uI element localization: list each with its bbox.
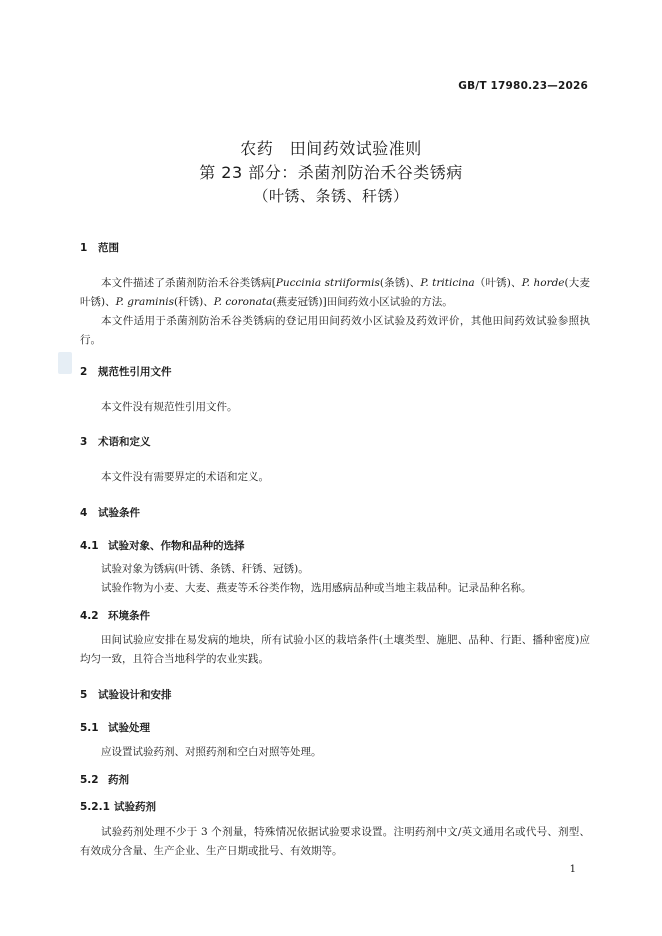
scientific-name: P. coronata — [213, 296, 273, 308]
section-4-2-paragraph: 田间试验应安排在易发病的地块，所有试验小区的栽培条件(土壤类型、施肥、品种、行距、播种密度)应均匀一致，且符合当地科学的农业实践。 — [80, 634, 590, 665]
document-title-line-1: 农药 田间药效试验准则 — [240, 139, 422, 158]
section-title: 试验处理 — [108, 722, 150, 734]
text-run: (大麦叶锈)、 — [80, 277, 590, 308]
section-5-2-1-heading — [80, 799, 156, 814]
section-number: 5 — [80, 689, 88, 701]
text-run: (燕麦冠锈)]田间药效小区试验的方法。 — [272, 296, 453, 308]
text-run: 本文件描述了杀菌剂防治禾谷类锈病[ — [101, 277, 276, 289]
section-2-heading — [80, 364, 172, 379]
page-number: 1 — [569, 864, 576, 875]
section-number: 2 — [80, 366, 88, 378]
section-title: 药剂 — [108, 774, 129, 786]
text-run: (秆锈)、 — [174, 296, 214, 308]
section-title: 范围 — [98, 242, 119, 254]
section-title: 术语和定义 — [98, 436, 151, 448]
section-3-heading — [80, 434, 151, 449]
side-margin-mark — [58, 352, 72, 374]
section-title: 试验设计和安排 — [98, 689, 172, 701]
section-title: 试验条件 — [98, 507, 140, 519]
scientific-name: P. triticina — [420, 277, 475, 289]
section-title: 试验对象、作物和品种的选择 — [108, 540, 245, 552]
scientific-name: P. graminis — [115, 296, 175, 308]
document-title-line-3: （叶锈、条锈、秆锈） — [253, 187, 409, 205]
section-number: 1 — [80, 242, 88, 254]
standard-code: GB/T 17980.23—2026 — [458, 80, 588, 92]
section-3-paragraph: 本文件没有需要界定的术语和定义。 — [101, 471, 269, 483]
document-title-line-2: 第 23 部分：杀菌剂防治禾谷类锈病 — [199, 163, 463, 182]
section-5-2-1-paragraph: 试验药剂处理不少于 3 个剂量，特殊情况依据试验要求设置。注明药剂中文/英文通用名或代号、剂型、有效成分含量、生产企业、生产日期或批号、有效期等。 — [80, 826, 590, 857]
section-number: 5.1 — [80, 722, 99, 734]
scientific-name: Puccinia striiformis — [275, 277, 380, 289]
section-number: 3 — [80, 436, 88, 448]
section-4-2-heading — [80, 608, 150, 623]
section-2-paragraph: 本文件没有规范性引用文件。 — [101, 401, 238, 413]
section-4-1-paragraph-2: 试验作物为小麦、大麦、燕麦等禾谷类作物，选用感病品种或当地主栽品种。记录品种名称。 — [101, 582, 532, 594]
section-number: 4.2 — [80, 610, 99, 622]
section-5-2-heading — [80, 772, 129, 787]
text-run: （叶锈)、 — [474, 277, 522, 289]
section-4-heading — [80, 505, 140, 520]
section-5-1-paragraph: 应设置试验药剂、对照药剂和空白对照等处理。 — [101, 746, 322, 758]
section-4-1-heading — [80, 538, 245, 553]
section-number: 5.2.1 — [80, 801, 110, 813]
section-5-heading — [80, 687, 172, 702]
scientific-name: P. horde — [521, 277, 565, 289]
section-1-paragraph-2: 本文件适用于杀菌剂防治禾谷类锈病的登记用田间药效小区试验及药效评价，其他田间药效试验参照执行。 — [80, 315, 590, 346]
section-number: 4.1 — [80, 540, 99, 552]
section-title: 规范性引用文件 — [98, 366, 172, 378]
section-1-heading — [80, 240, 119, 255]
section-4-1-paragraph-1: 试验对象为锈病(叶锈、条锈、秆锈、冠锈)。 — [101, 563, 309, 575]
text-run: (条锈)、 — [379, 277, 421, 289]
section-5-1-heading — [80, 720, 150, 735]
section-number: 5.2 — [80, 774, 99, 786]
section-title: 试验药剂 — [114, 801, 156, 813]
section-1-paragraph-1 — [80, 274, 590, 312]
section-number: 4 — [80, 507, 88, 519]
section-title: 环境条件 — [108, 610, 150, 622]
